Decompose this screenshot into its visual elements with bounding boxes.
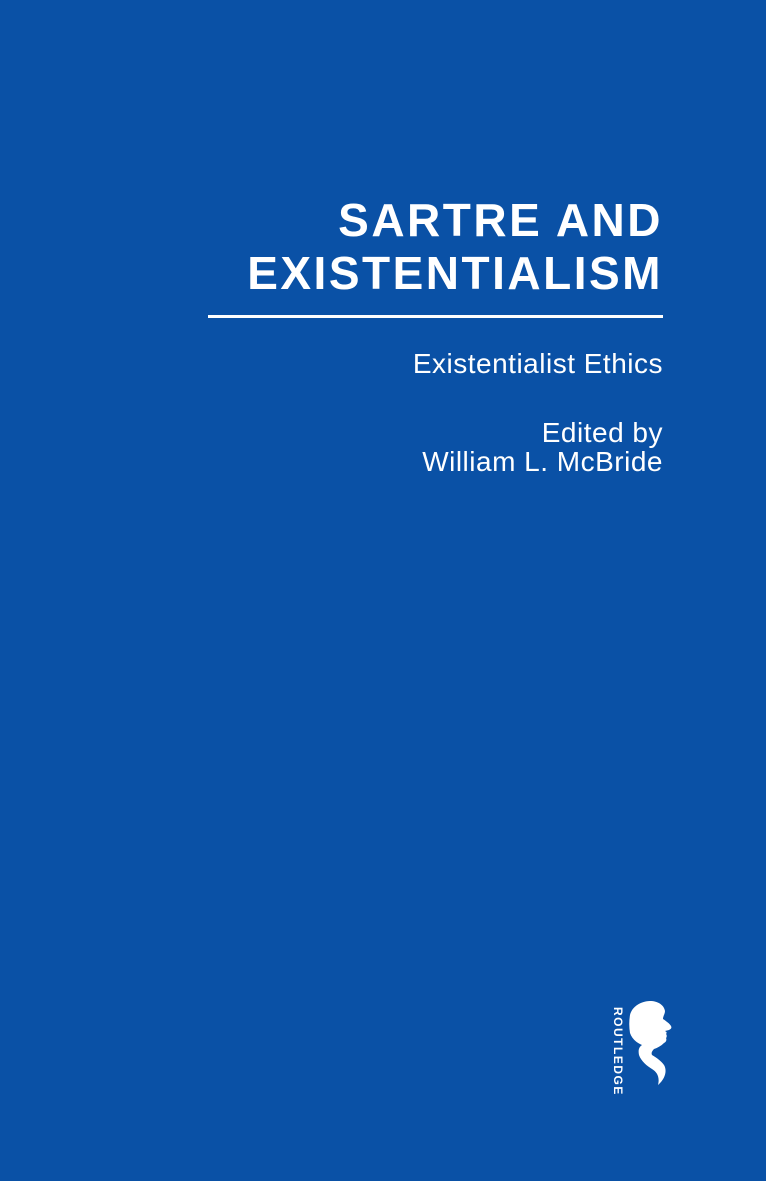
publisher-name-vertical-text: ROUTLEDGE: [611, 1007, 625, 1096]
book-title: [247, 194, 663, 300]
editor-name: William L. McBride: [422, 446, 663, 477]
routledge-logo: [611, 1001, 674, 1096]
book-subtitle: Existentialist Ethics: [412, 348, 663, 379]
editor-block: [422, 418, 663, 476]
title-divider-rule: [208, 315, 663, 318]
book-title-line-2: EXISTENTIALISM: [247, 247, 663, 299]
book-title-line-1: SARTRE AND: [338, 194, 663, 246]
edited-by-label: Edited by: [541, 417, 663, 448]
routledge-r-face-icon: [628, 1001, 674, 1089]
